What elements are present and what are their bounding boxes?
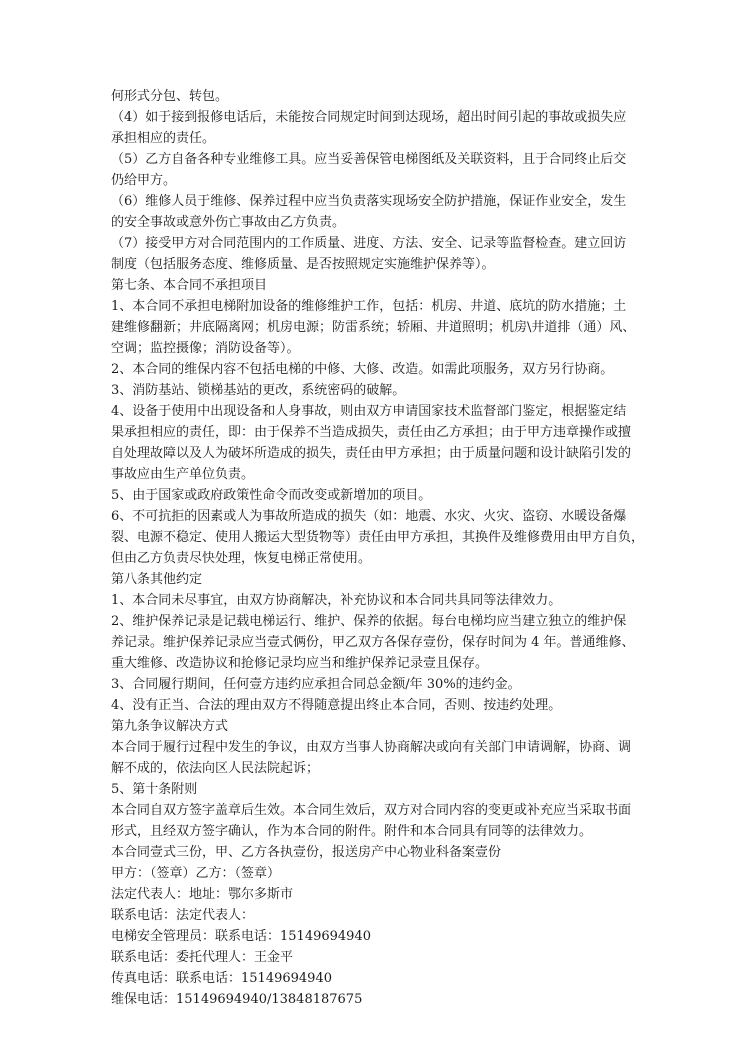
- document-line: 电梯安全管理员：联系电话：15149694940: [111, 929, 371, 944]
- document-line: 重大维修、改造协议和抢修记录均应当和维护保养记录壹且保存。: [111, 656, 489, 671]
- document-line: 传真电话：联系电话：15149694940: [111, 971, 332, 986]
- document-line: 事故应由生产单位负责。: [111, 467, 255, 482]
- document-line: 1、本合同不承担电梯附加设备的维修维护工作，包括：机房、井道、底坑的防水措施；土: [111, 299, 627, 314]
- document-line: 1、本合同未尽事宜，由双方协商解决，补充协议和本合同共具同等法律效力。: [111, 593, 562, 608]
- document-line: 5、由于国家或政府政策性命令而改变或新增加的项目。: [111, 488, 432, 503]
- document-line: （6）维修人员于维修、保养过程中应当负责落实现场安全防护措施，保证作业安全，发生: [111, 194, 627, 209]
- document-line: 仍给甲方。: [111, 173, 177, 188]
- document-body: [111, 86, 645, 1010]
- document-line: 4、设备于使用中出现设备和人身事故，则由双方申请国家技术监督部门鉴定，根据鉴定结: [111, 404, 627, 419]
- document-line: 2、维护保养记录是记载电梯运行、维护、保养的依据。每台电梯均应当建立独立的维护保: [111, 614, 627, 629]
- document-line: 4、没有正当、合法的理由双方不得随意提出终止本合同，否则、按违约处理。: [111, 698, 562, 713]
- document-line: 本合同自双方签字盖章后生效。本合同生效后，双方对合同内容的变更或补充应当采取书面: [111, 803, 632, 818]
- document-line: 但由乙方负责尽快处理，恢复电梯正常使用。: [111, 551, 372, 566]
- document-line: 养记录。维护保养记录应当壹式俩份，甲乙双方各保存壹份，保存时间为 4 年。普通维修、: [111, 635, 635, 650]
- document-line: 3、合同履行期间，任何壹方违约应承担合同总金额/年 30%的违约金。: [111, 677, 521, 692]
- document-line: 3、消防基站、锁梯基站的更改，系统密码的破解。: [111, 383, 406, 398]
- document-line: 空调；监控摄像；消防设备等）。: [111, 341, 300, 356]
- document-line: 5、第十条附则: [111, 782, 198, 797]
- document-line: 第八条其他约定: [111, 572, 203, 587]
- document-line: 形式，且经双方签字确认，作为本合同的附件。附件和本合同具有同等的法律效力。: [111, 824, 593, 839]
- document-line: 本合同于履行过程中发生的争议，由双方当事人协商解决或向有关部门申请调解，协商、调: [111, 740, 632, 755]
- document-line: 6、不可抗拒的因素或人为事故所造成的损失（如：地震、水灾、火灾、盗窃、水暖设备爆: [111, 509, 627, 524]
- document-line: 制度（包括服务态度、维修质量、是否按照规定实施维护保养等）。: [111, 257, 495, 272]
- document-line: 联系电话：法定代表人：: [111, 908, 255, 923]
- document-line: 法定代表人：地址：鄂尔多斯市: [111, 887, 294, 902]
- document-line: 第九条争议解决方式: [111, 719, 229, 734]
- document-line: 第七条、本合同不承担项目: [111, 278, 268, 293]
- document-line: 自处理故障以及人为破坏所造成的损失，责任由甲方承担；由于质量问题和设计缺陷引发的: [111, 446, 632, 461]
- document-line: 裂、电源不稳定、使用人搬运大型货物等）责任由甲方承担，其换件及维修费用由甲方自负，: [111, 530, 645, 545]
- document-line: 维保电话：15149694940/13848187675: [111, 992, 363, 1007]
- document-line: （5）乙方自备各种专业维修工具。应当妥善保管电梯图纸及关联资料，且于合同终止后交: [111, 152, 627, 167]
- document-line: （4）如于接到报修电话后，未能按合同规定时间到达现场，超出时间引起的事故或损失应: [111, 110, 627, 125]
- document-line: 的安全事故或意外伤亡事故由乙方负责。: [111, 215, 346, 230]
- document-line: 联系电话：委托代理人：王金平: [111, 950, 294, 965]
- document-line: 2、本合同的维保内容不包括电梯的中修、大修、改造。如需此项服务，双方另行协商。: [111, 362, 614, 377]
- document-line: 何形式分包、转包。: [111, 89, 229, 104]
- document-line: 果承担相应的责任，即：由于保养不当造成损失，责任由乙方承担；由于甲方违章操作或擅: [111, 425, 632, 440]
- document-line: （7）接受甲方对合同范围内的工作质量、进度、方法、安全、记录等监督检查。建立回访: [111, 236, 627, 251]
- document-line: 建维修翻新；井底隔离网；机房电源；防雷系统；轿厢、井道照明；机房\井道排（通）风、: [111, 320, 636, 335]
- document-line: 承担相应的责任。: [111, 131, 216, 146]
- document-line: 甲方：（签章）乙方：（签章）: [111, 866, 281, 881]
- document-line: 本合同壹式三份，甲、乙方各执壹份，报送房产中心物业科备案壹份: [111, 845, 502, 860]
- document-line: 解不成的，依法向区人民法院起诉；: [111, 761, 320, 776]
